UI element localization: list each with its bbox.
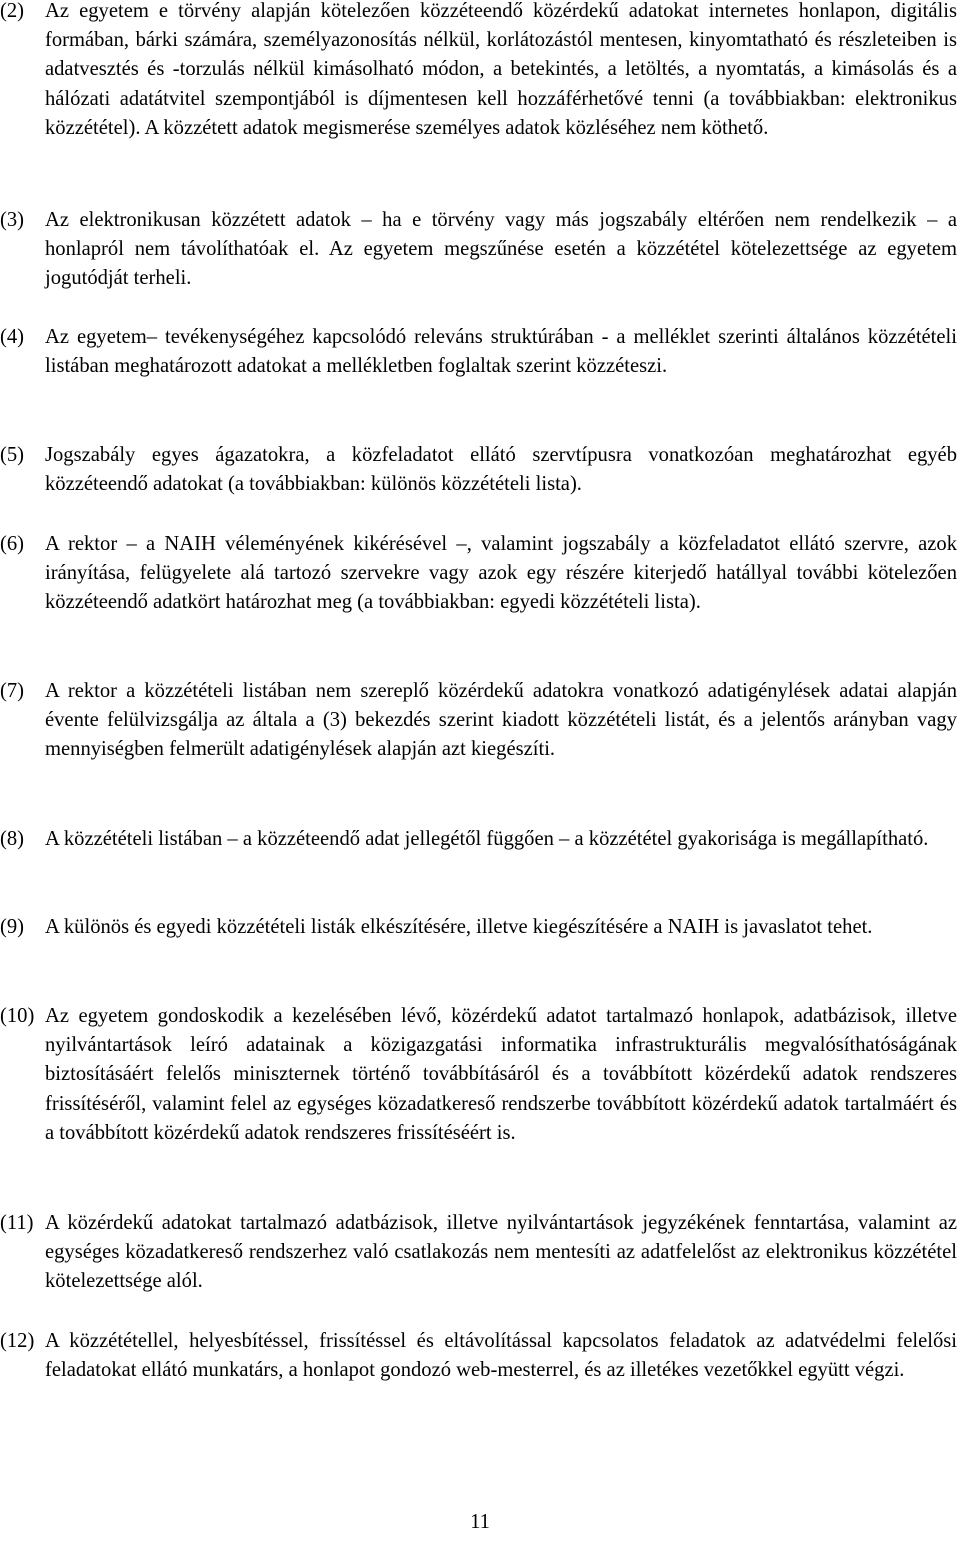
paragraph-text: A rektor – a NAIH véleményének kikérésével –, valamint jogszabály a közfeladatot ellátó szervre, azok irányítása, felügyelete alá tartozó szervekre vagy azok egy részére kiterjedő hatállyal további kötelezően közzéteendő adatkört határozhat meg (a továbbiakban: egyedi közzétételi lista). (45, 533, 957, 614)
paragraph-10 (0, 1002, 957, 1148)
paragraph-number: (3) (0, 209, 25, 231)
paragraph-4 (0, 323, 957, 381)
page-number: 11 (470, 1511, 490, 1533)
paragraph-5 (0, 441, 957, 499)
paragraph-2 (0, 0, 957, 143)
paragraph-number: (10) (0, 1005, 35, 1027)
paragraph-number: (8) (0, 828, 25, 850)
paragraph-number: (11) (0, 1212, 34, 1234)
paragraph-text: A közzététellel, helyesbítéssel, frissítéssel és eltávolítással kapcsolatos feladatok az adatvédelmi felelősi feladatokat ellátó munkatárs, a honlapot gondozó web-mesterrel, és az illetékes vezetőkkel együtt végzi. (45, 1330, 957, 1382)
paragraph-number: (7) (0, 680, 25, 702)
paragraph-text: A közzétételi listában – a közzéteendő adat jellegétől függően – a közzététel gyakorisága is megállapítható. (45, 828, 929, 850)
paragraph-8 (0, 825, 957, 854)
paragraph-number: (2) (0, 0, 25, 22)
paragraph-number: (5) (0, 444, 25, 466)
paragraph-number: (12) (0, 1330, 35, 1352)
paragraph-12 (0, 1327, 957, 1385)
paragraph-6 (0, 530, 957, 618)
paragraph-text: A különös és egyedi közzétételi listák elkészítésére, illetve kiegészítésére a NAIH is javaslatot tehet. (45, 916, 873, 938)
paragraph-text: Az egyetem– tevékenységéhez kapcsolódó releváns struktúrában - a melléklet szerinti általános közzétételi listában meghatározott adatokat a mellékletben foglaltak szerint közzéteszi. (45, 326, 957, 378)
paragraph-number: (6) (0, 533, 25, 555)
paragraph-number: (9) (0, 916, 25, 938)
paragraph-text: Jogszabály egyes ágazatokra, a közfeladatot ellátó szervtípusra vonatkozóan meghatározhat egyéb közzéteendő adatokat (a továbbiakban: különös közzétételi lista). (45, 444, 957, 496)
paragraph-text: A rektor a közzétételi listában nem szereplő közérdekű adatokra vonatkozó adatigénylések adatai alapján évente felülvizsgálja az általa a (3) bekezdés szerint kiadott közzétételi listát, és a jelentős arányban vagy mennyiségben felmerült adatigénylések alapján azt kiegészíti. (45, 680, 957, 761)
paragraph-text: A közérdekű adatokat tartalmazó adatbázisok, illetve nyilvántartások jegyzékének fenntartása, valamint az egységes közadatkereső rendszerhez való csatlakozás nem mentesíti az adatfelelőst az elektronikus közzététel kötelezettsége alól. (45, 1212, 957, 1293)
paragraph-7 (0, 677, 957, 765)
paragraph-9 (0, 913, 957, 942)
paragraph-number: (4) (0, 326, 25, 348)
paragraph-11 (0, 1209, 957, 1297)
paragraph-text: Az egyetem gondoskodik a kezelésében lévő, közérdekű adatot tartalmazó honlapok, adatbázisok, illetve nyilvántartások leíró adatainak a közigazgatási informatika infrastrukturális megvalósíthatóságának biztosításáért felelős miniszternek történő továbbításáról és a továbbított közérdekű adatok rendszeres frissítéséről, valamint felel az egységes közadatkereső rendszerbe továbbított közérdekű adatok tartalmáért és a továbbított közérdekű adatok rendszeres frissítéséért is. (45, 1005, 957, 1144)
paragraph-text: Az egyetem e törvény alapján kötelezően közzéteendő közérdekű adatokat internetes honlapon, digitális formában, bárki számára, személyazonosítás nélkül, korlátozástól mentesen, kinyomtatható és részleteiben is adatvesztés és -torzulás nélkül kimásolható módon, a betekintés, a letöltés, a nyomtatás, a kimásolás és a hálózati adatátvitel szempontjából is díjmentesen kell hozzáférhetővé tenni (a továbbiakban: elektronikus közzététel). A közzétett adatok megismerése személyes adatok közléséhez nem köthető. (45, 0, 957, 139)
paragraph-text: Az elektronikusan közzétett adatok – ha e törvény vagy más jogszabály eltérően nem rendelkezik – a honlapról nem távolíthatóak el. Az egyetem megszűnése esetén a közzététel kötelezettsége az egyetem jogutódját terheli. (45, 209, 957, 290)
paragraph-3 (0, 206, 957, 294)
